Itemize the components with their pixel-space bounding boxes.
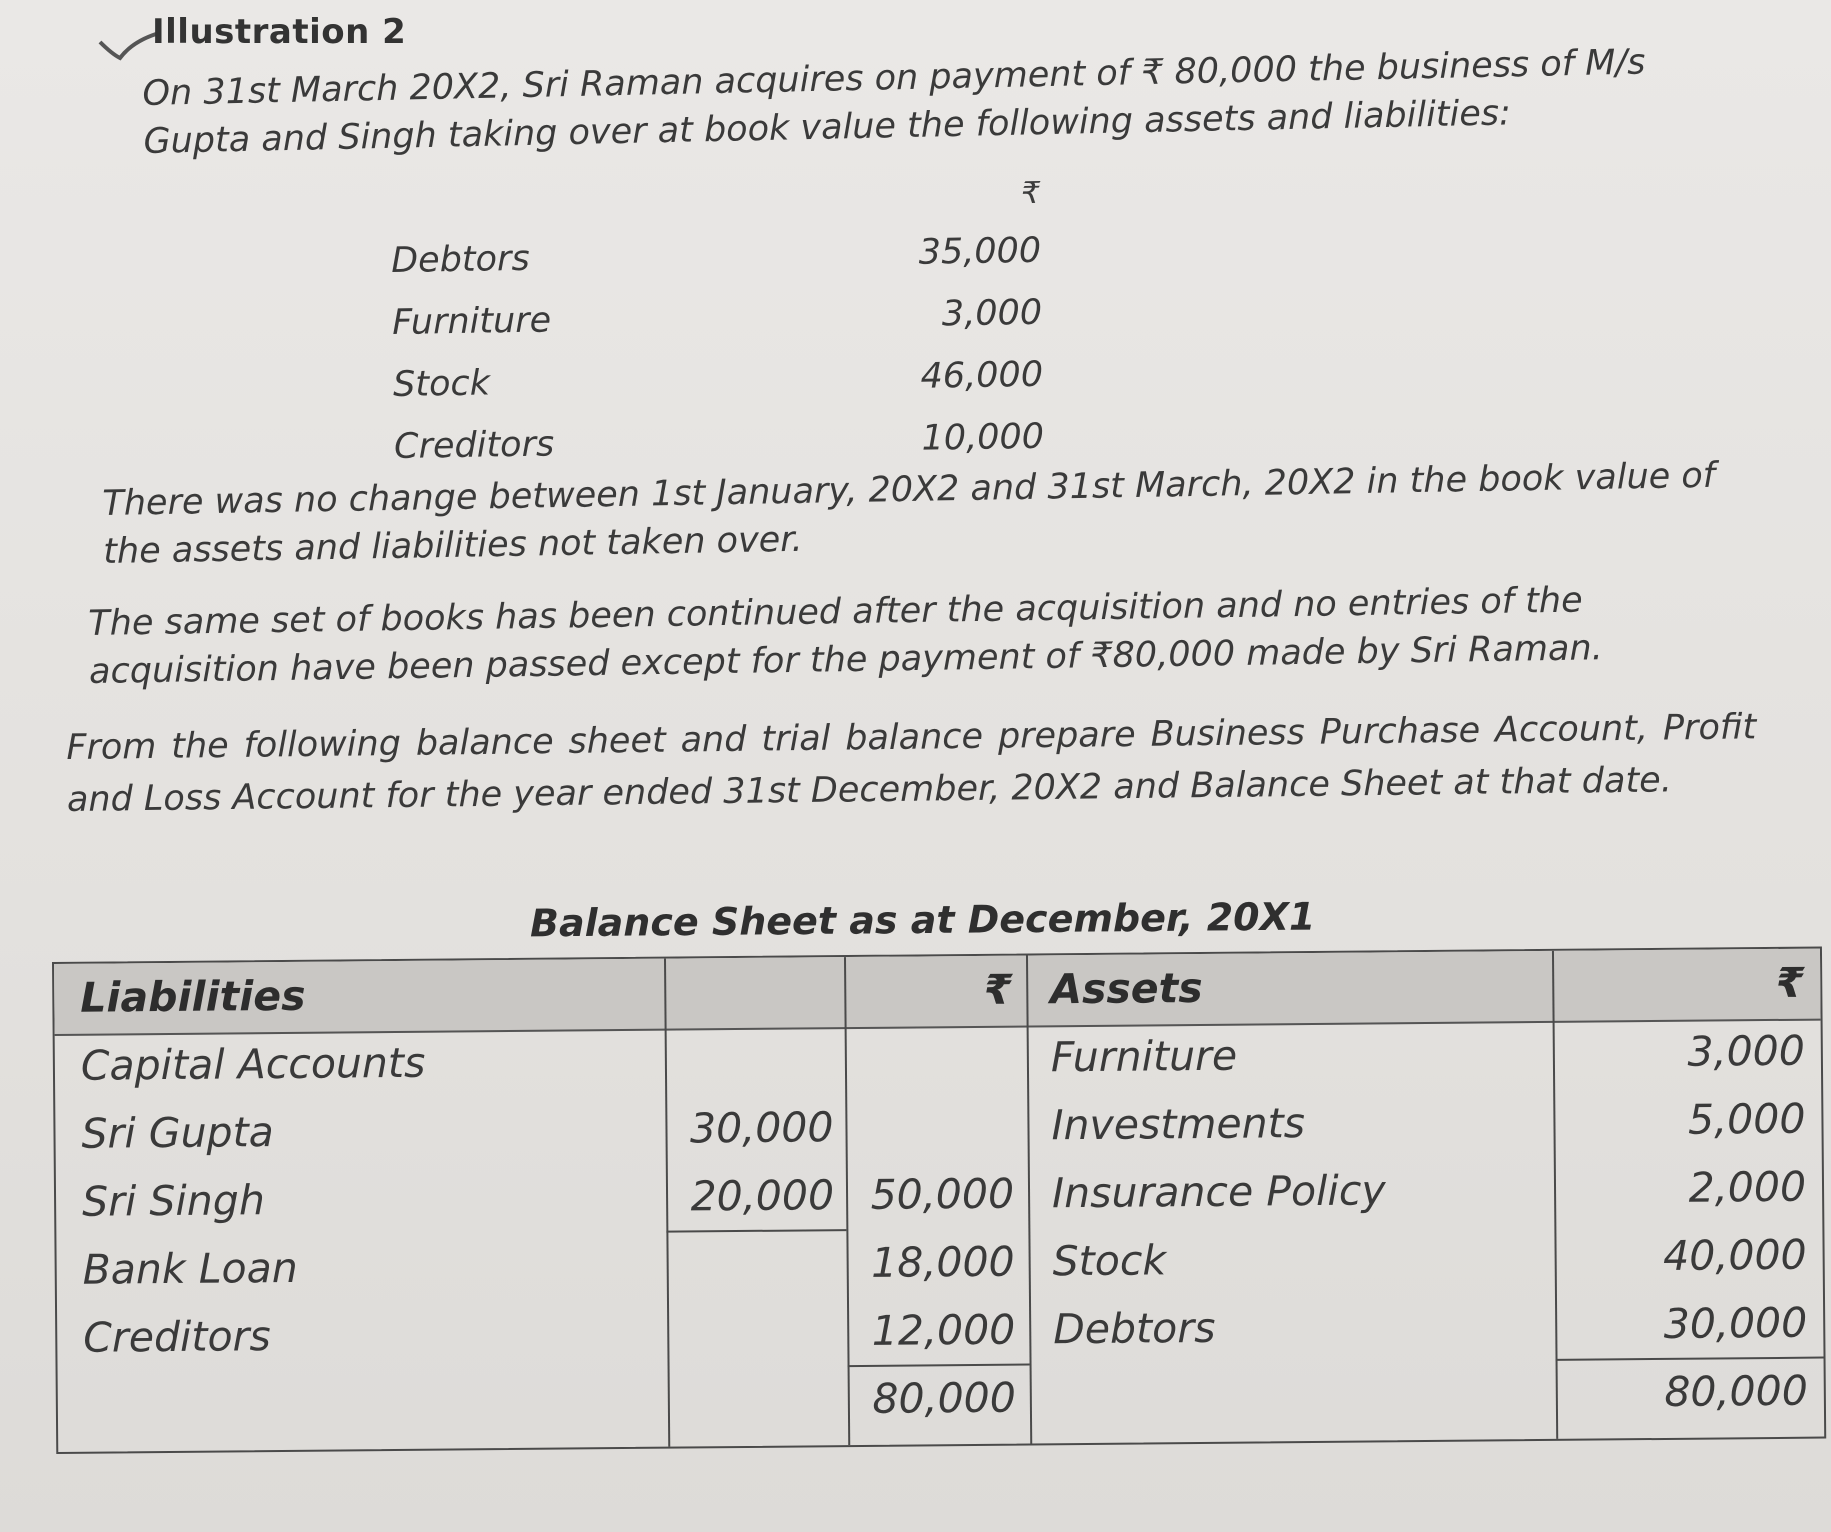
item-amount: 46,000 (920, 354, 1044, 397)
asset-amount: 30,000 (1663, 1298, 1808, 1348)
instruction-paragraph: From the following balance sheet and trial balance prepare Business Purchase Account, Profit and Loss Account for the year ended 31st December, 20X2 and Balance Sheet at that date. (66, 707, 1757, 820)
asset-amount: 40,000 (1662, 1230, 1807, 1280)
liabilities-total: 80,000 (872, 1373, 1017, 1423)
asset-label: Furniture (1050, 1031, 1238, 1082)
assets-header: Assets (1050, 963, 1203, 1014)
asset-label: Stock (1052, 1236, 1167, 1286)
liability-label: Creditors (83, 1312, 271, 1362)
currency-header: ₹ (1775, 958, 1805, 1007)
currency-header: ₹ (983, 965, 1013, 1014)
intro-paragraph: On 31st March 20X2, Sri Raman acquires on payment of ₹ 80,000 the business of M/s Gupta and Singh taking over at book value the following assets and liabilities: (142, 42, 1646, 162)
liability-amount: 18,000 (870, 1237, 1015, 1287)
liabilities-header: Liabilities (80, 971, 306, 1022)
asset-label: Investments (1051, 1099, 1306, 1150)
liability-label: Bank Loan (82, 1243, 298, 1294)
list-item (392, 282, 1043, 354)
total-rule (848, 1363, 1030, 1367)
liability-label: Sri Gupta (81, 1108, 274, 1158)
asset-label: Debtors (1053, 1303, 1216, 1354)
acquired-items-list (390, 176, 1045, 478)
no-change-paragraph: There was no change between 1st January, 20X2 and 31st March, 20X2 in the book value of the assets and liabilities not taken over. (102, 455, 1716, 572)
list-item (391, 220, 1042, 292)
checkmark-icon (98, 32, 158, 62)
same-books-paragraph: The same set of books has been continued after the acquisition and no entries of the acquisition have been passed except for the payment of ₹80,000 made by Sri Raman. (88, 580, 1604, 692)
liability-amount: 50,000 (870, 1169, 1015, 1219)
item-amount: 10,000 (921, 416, 1045, 459)
balance-sheet-title: Balance Sheet as at December, 20X1 (529, 894, 1316, 946)
liability-label: Sri Singh (81, 1176, 266, 1226)
item-label: Stock (392, 363, 491, 405)
item-amount: 3,000 (941, 292, 1043, 335)
item-label: Debtors (390, 238, 530, 281)
asset-amount: 5,000 (1687, 1094, 1806, 1144)
liability-sub-amount: 20,000 (690, 1171, 835, 1221)
balance-sheet-table (52, 947, 1826, 1454)
liability-label: Capital Accounts (80, 1038, 426, 1090)
asset-amount: 3,000 (1687, 1026, 1806, 1076)
total-rule (1556, 1357, 1824, 1361)
liability-sub-amount: 30,000 (689, 1103, 834, 1153)
illustration-heading: Illustration 2 (152, 12, 407, 52)
item-label: Furniture (391, 300, 552, 343)
item-label: Creditors (393, 424, 555, 467)
liability-amount: 12,000 (871, 1305, 1016, 1355)
assets-total: 80,000 (1664, 1366, 1809, 1416)
subtotal-underline (666, 1229, 846, 1233)
asset-amount: 2,000 (1688, 1162, 1807, 1212)
column-divider (1026, 955, 1032, 1443)
item-amount: 35,000 (918, 230, 1042, 273)
asset-label: Insurance Policy (1051, 1166, 1386, 1218)
items-currency-symbol: ₹ (1020, 175, 1041, 212)
list-item (393, 344, 1044, 416)
